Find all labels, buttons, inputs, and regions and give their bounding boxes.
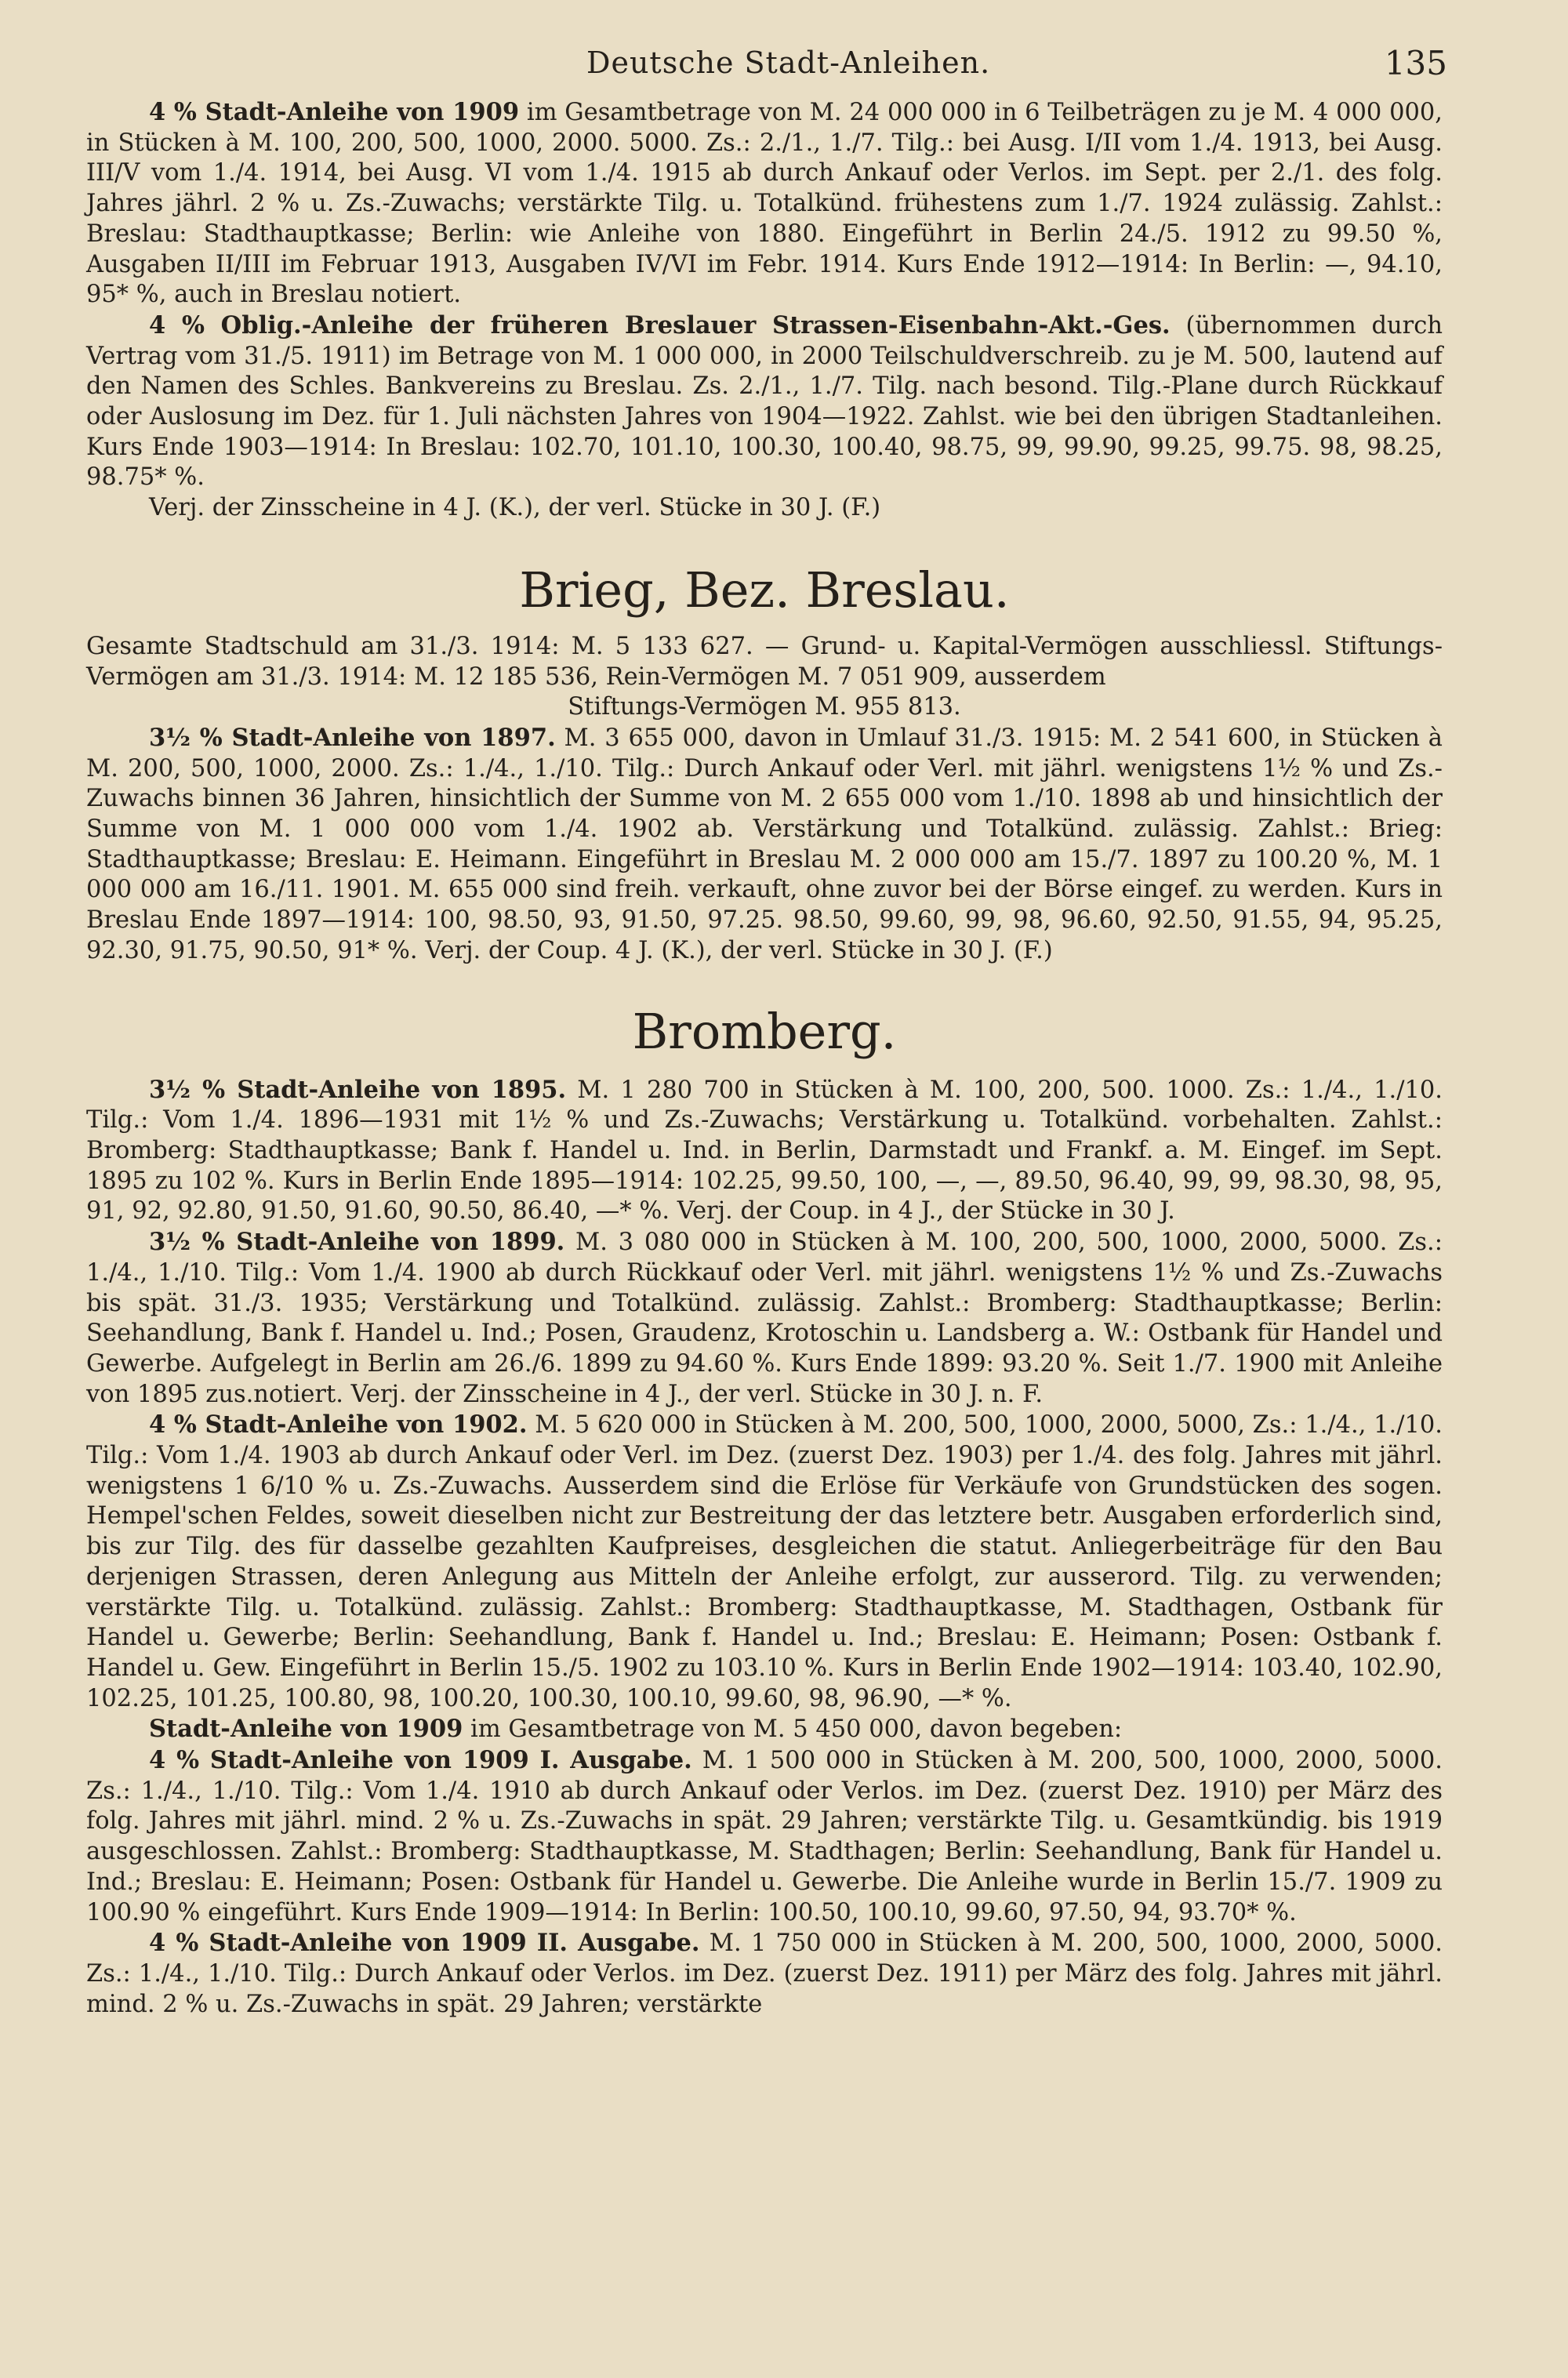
entry-text: M. 5 620 000 in Stücken à M. 200, 500, 1000, 2000, 5000, Zs.: 1./4., 1./10. Tilg.: Vom 1./4. 1903 ab durch Ankauf oder Verl. im Dez. (zuerst Dez. 1903) per 1./4. des folg. Jahres mit jährl. wenigstens 1 6/10 % u. Zs.-Zuwachs. Ausserdem sind die Erlöse für Verkäufe von Grundstücken des sogen. Hempel'schen Feldes, soweit dieselben nicht zur Bestreitung der das letztere betr. Ausgaben erforderlich sind, bis zur Tilg. des für dasselbe gezahlten Kaufpreises, desgleichen die statut. Anliegerbeiträge für den Bau derjenigen Strassen, deren Anlegung aus Mitteln der Anleihe erfolgt, zur ausserord. Tilg. zu verwenden; verstärkte Tilg. u. Totalkünd. zulässig. Zahlst.: Bromberg: Stadthauptkasse, M. Stadthagen, Ostbank für Handel u. Gewerbe; Berlin: Seehandlung, Bank f. Handel u. Ind.; Breslau: E. Heimann; Posen: Ostbank f. Handel u. Gew. Eingeführt in Berlin 15./5. 1902 zu 103.10 %. Kurs in Berlin Ende 1902—1914: 103.40, 102.90, 102.25, 101.25, 100.80, 98, 100.20, 100.30, 100.10, 99.60, 98, 96.90, —* %. (86, 1411, 1443, 1712)
verj-text: Verj. der Zinsscheine in 4 J. (K.), der verl. Stücke in 30 J. (F.) (149, 494, 881, 522)
entry-title: 3½ % Stadt-Anleihe von 1897. (149, 723, 556, 752)
entry-text: M. 1 750 000 in Stücken à M. 200, 500, 1000, 2000, 5000. Zs.: 1./4., 1./10. Tilg.: Durch Ankauf oder Verlos. im Dez. (zuerst Dez. 1911) per März des folg. Jahres mit jährl. mind. 2 % u. Zs.-Zuwachs in spät. 29 Jahren; verstärkte (86, 1930, 1443, 2018)
city-heading-brieg: Brieg, Bez. Breslau. (519, 561, 1010, 619)
entry-text: im Gesamtbetrage von M. 24 000 000 in 6 Teilbeträgen zu je M. 4 000 000, in Stücken à M. 100, 200, 500, 1000, 2000. 5000. Zs.: 2./1., 1./7. Tilg.: bei Ausg. I/II vom 1./4. 1913, bei Ausg. III/V vom 1./4. 1914, bei Ausg. VI vom 1./4. 1915 ab durch Ankauf oder Verlos. im Sept. per 2./1. des folg. Jahres jährl. 2 % u. Zs.-Zuwachs; verstärkte Tilg. u. Totalkünd. frühestens zum 1./7. 1924 zulässig. Zahlst.: Breslau: Stadthauptkasse; Berlin: wie Anleihe von 1880. Eingeführt in Berlin 24./5. 1912 zu 99.50 %, Ausgaben II/III im Februar 1913, Ausgaben IV/VI im Febr. 1914. Kurs Ende 1912—1914: In Berlin: —, 94.10, 95* %, auch in Breslau notiert. (86, 99, 1443, 309)
bromberg-loan-1899-entry (86, 1227, 1443, 1410)
entry-text: im Gesamtbetrage von M. 5 450 000, davon begeben: (463, 1715, 1123, 1744)
debt-text: Gesamte Stadtschuld am 31./3. 1914: M. 5 133 627. — Grund- u. Kapital-Vermögen ausschliessl. Stiftungs-Vermögen am 31./3. 1914: M. 12 185 536, Rein-Vermögen M. 7 051 909, ausserdem (86, 632, 1443, 691)
entry-title: 3½ % Stadt-Anleihe von 1895. (149, 1075, 567, 1104)
bromberg-loan-1909-entry (86, 1714, 1443, 1745)
page-header (0, 45, 1568, 93)
bromberg-loan-1895-entry (86, 1075, 1443, 1228)
running-title: Deutsche Stadt-Anleihen. (586, 45, 991, 80)
breslau-oblig-entry (86, 310, 1443, 493)
bromberg-loan-1909-I-entry (86, 1745, 1443, 1928)
entry-text: (übernommen durch Vertrag vom 31./5. 1911) im Betrage von M. 1 000 000, in 2000 Teilschuldverschreib. zu je M. 500, lautend auf den Namen des Schles. Bankvereins zu Breslau. Zs. 2./1., 1./7. Tilg. nach besond. Tilg.-Plane durch Rückkauf oder Auslosung im Dez. für 1. Juli nächsten Jahres von 1904—1922. Zahlst. wie bei den übrigen Stadtanleihen. Kurs Ende 1903—1914: In Breslau: 102.70, 101.10, 100.30, 100.40, 98.75, 99, 99.90, 99.25, 99.75. 98, 98.25, 98.75* %. (86, 311, 1443, 492)
page-body (86, 97, 1443, 2020)
entry-title: Stadt-Anleihe von 1909 (149, 1715, 463, 1744)
page-number: 135 (1384, 44, 1447, 82)
brieg-debt-summary-cont (86, 692, 1443, 723)
entry-title: 4 % Stadt-Anleihe von 1902. (149, 1410, 528, 1440)
breslau-verj-note (86, 493, 1443, 524)
entry-title: 3½ % Stadt-Anleihe von 1899. (149, 1228, 565, 1257)
entry-text: M. 3 655 000, davon in Umlauf 31./3. 1915: M. 2 541 600, in Stücken à M. 200, 500, 1000, 2000. Zs.: 1./4., 1./10. Tilg.: Durch Ankauf oder Verl. mit jährl. wenigstens 1½ % und Zs.-Zuwachs binnen 36 Jahren, hinsichtlich der Summe von M. 2 655 000 vom 1./10. 1898 ab und hinsichtlich der Summe von M. 1 000 000 vom 1./4. 1902 ab. Verstärkung und Totalkünd. zulässig. Zahlst.: Brieg: Stadthauptkasse; Breslau: E. Heimann. Eingeführt in Breslau M. 2 000 000 am 15./7. 1897 zu 100.20 %, M. 1 000 000 am 16./11. 1901. M. 655 000 sind freih. verkauft, ohne zuvor bei der Börse eingef. zu werden. Kurs in Breslau Ende 1897—1914: 100, 98.50, 93, 91.50, 97.25. 98.50, 99.60, 99, 98, 96.60, 92.50, 91.55, 94, 95.25, 92.30, 91.75, 90.50, 91* %. Verj. der Coup. 4 J. (K.), der verl. Stücke in 30 J. (F.) (86, 724, 1443, 964)
city-heading-bromberg: Bromberg. (632, 1002, 897, 1060)
entry-title: 4 % Oblig.-Anleihe der früheren Breslauer Strassen-Eisenbahn-Akt.-Ges. (149, 310, 1171, 339)
entry-text: M. 3 080 000 in Stücken à M. 100, 200, 500, 1000, 2000, 5000. Zs.: 1./4., 1./10. Tilg.: Vom 1./4. 1900 ab durch Rückkauf oder Verl. mit jährl. wenigstens 1½ % und Zs.-Zuwachs bis spät. 31./3. 1935; Verstärkung und Totalkünd. zulässig. Zahlst.: Bromberg: Stadthauptkasse; Berlin: Seehandlung, Bank f. Handel u. Ind.; Posen, Graudenz, Krotoschin u. Landsberg a. W.: Ostbank für Handel und Gewerbe. Aufgelegt in Berlin am 26./6. 1899 zu 94.60 %. Kurs Ende 1899: 93.20 %. Seit 1./7. 1900 mit Anleihe von 1895 zus.notiert. Verj. der Zinsscheine in 4 J., der verl. Stücke in 30 J. n. F. (86, 1229, 1443, 1408)
debt-text-cont: Stiftungs-Vermögen M. 955 813. (568, 693, 961, 721)
entry-title: 4 % Stadt-Anleihe von 1909 (149, 98, 520, 126)
breslau-loan-1909-entry (86, 97, 1443, 310)
entry-title: 4 % Stadt-Anleihe von 1909 II. Ausgabe. (149, 1929, 700, 1958)
bromberg-loan-1902-entry (86, 1410, 1443, 1714)
entry-text: M. 1 500 000 in Stücken à M. 200, 500, 1000, 2000, 5000. Zs.: 1./4., 1./10. Tilg.: Vom 1./4. 1910 ab durch Ankauf oder Verlos. im Dez. (zuerst Dez. 1910) per März des folg. Jahres mit jährl. mind. 2 % u. Zs.-Zuwachs in spät. 29 Jahren; verstärkte Tilg. u. Gesamtkündig. bis 1919 ausgeschlossen. Zahlst.: Bromberg: Stadthauptkasse, M. Stadthagen; Berlin: Seehandlung, Bank für Handel u. Ind.; Breslau: E. Heimann; Posen: Ostbank für Handel u. Gewerbe. Die Anleihe wurde in Berlin 15./7. 1909 zu 100.90 % eingeführt. Kurs Ende 1909—1914: In Berlin: 100.50, 100.10, 99.60, 97.50, 94, 93.70* %. (86, 1747, 1443, 1926)
entry-text: M. 1 280 700 in Stücken à M. 100, 200, 500. 1000. Zs.: 1./4., 1./10. Tilg.: Vom 1./4. 1896—1931 mit 1½ % und Zs.-Zuwachs; Verstärkung u. Totalkünd. vorbehalten. Zahlst.: Bromberg: Stadthauptkasse; Bank f. Handel u. Ind. in Berlin, Darmstadt und Frankf. a. M. Eingef. im Sept. 1895 zu 102 %. Kurs in Berlin Ende 1895—1914: 102.25, 99.50, 100, —, —, 89.50, 96.40, 99, 99, 98.30, 98, 95, 91, 92, 92.80, 91.50, 91.60, 90.50, 86.40, —* %. Verj. der Coup. in 4 J., der Stücke in 30 J. (86, 1076, 1443, 1225)
brieg-loan-1897-entry (86, 723, 1443, 967)
entry-title: 4 % Stadt-Anleihe von 1909 I. Ausgabe. (149, 1746, 692, 1775)
bromberg-loan-1909-II-entry (86, 1928, 1443, 2020)
brieg-debt-summary (86, 632, 1443, 692)
